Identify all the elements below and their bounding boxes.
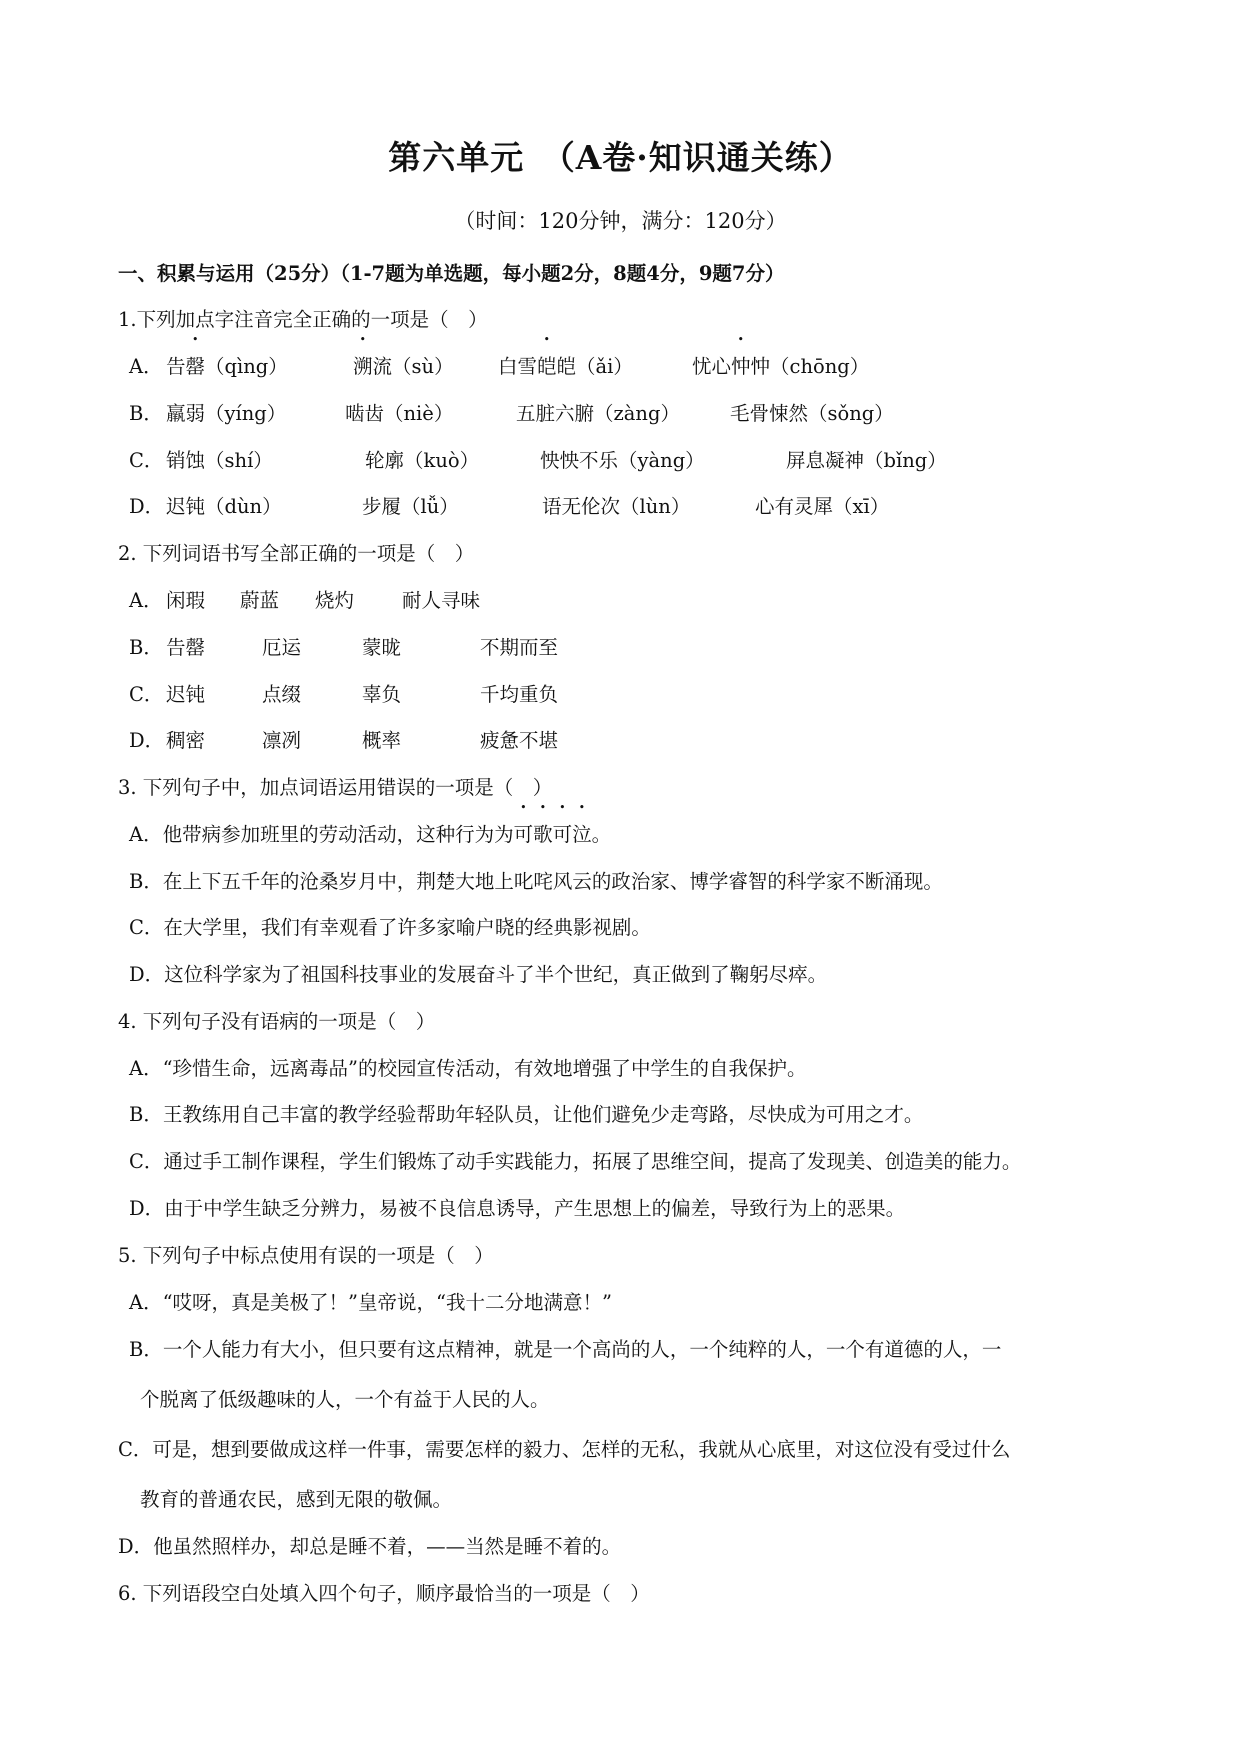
q1-option-c-item: 轮廓（kuò）	[365, 449, 480, 472]
q1-option-d-item: 步履（lǚ）	[362, 495, 459, 518]
q1-option-d-item: 语无伦次（lùn）	[542, 495, 691, 518]
q1-option-b-item: 五脏六腑（zàng）	[516, 402, 680, 425]
q2-option-d-item: 疲惫不堪	[480, 729, 559, 752]
q2-option-b-item: 不期而至	[480, 636, 559, 659]
q1-option-b-item: 毛骨悚然（sǒng）	[730, 402, 894, 425]
q1-option-b-item: 羸弱（yíng）	[166, 402, 287, 425]
question-1-stem: 1.下列加点字注音完全正确的一项是（ ）	[118, 308, 488, 331]
question-2-stem: 2. 下列词语书写全部正确的一项是（ ）	[118, 542, 475, 565]
emphasis-dot-char: 泣	[572, 823, 592, 846]
q2-option-a-item: 蔚蓝	[240, 589, 280, 612]
q4-option-a: A．“珍惜生命，远离毒品”的校园宣传活动，有效地增强了中学生的自我保护。	[129, 1057, 807, 1080]
q1-option-b-item: 啮齿（niè）	[345, 402, 454, 425]
q2-option-d-label: D．	[129, 729, 165, 752]
emphasis-dot-char: 皑	[537, 355, 557, 378]
q2-option-c-item: 点缀	[262, 683, 302, 706]
q1-option-d-label: D．	[129, 495, 165, 518]
q5-option-b-line2: 个脱离了低级趣味的人，一个有益于人民的人。	[140, 1388, 550, 1411]
q5-option-c-line1: C．可是，想到要做成这样一件事，需要怎样的毅力、怎样的无私，我就从心底里，对这位没有受过什么	[118, 1438, 1011, 1461]
q2-option-a-item: 烧灼	[315, 589, 355, 612]
q2-option-d-item: 概率	[362, 729, 402, 752]
q3-option-d: D．这位科学家为了祖国科技事业的发展奋斗了半个世纪，真正做到了鞠躬尽瘁。	[129, 963, 828, 986]
q2-option-c-item: 千均重负	[480, 683, 559, 706]
emphasis-dot-char: 可	[513, 823, 534, 846]
q2-option-a-item: 闲瑕	[166, 589, 206, 612]
emphasis-dot-char: 可	[552, 823, 573, 846]
emphasis-dot-char: 忡	[731, 355, 751, 378]
section-heading: 一、积累与运用（25分）（1-7题为单选题，每小题2分，8题4分，9题7分）	[118, 262, 785, 285]
q2-option-c-item: 迟钝	[166, 683, 206, 706]
question-6-stem: 6. 下列语段空白处填入四个句子，顺序最恰当的一项是（ ）	[118, 1582, 650, 1605]
q4-option-b: B．王教练用自己丰富的教学经验帮助年轻队员，让他们避免少走弯路，尽快成为可用之才。	[129, 1103, 924, 1126]
q4-option-d: D．由于中学生缺乏分辨力，易被不良信息诱导，产生思想上的偏差，导致行为上的恶果。	[129, 1197, 906, 1220]
q1-option-d-item: 心有灵犀（xī）	[755, 495, 890, 518]
q2-option-c-item: 辜负	[362, 683, 402, 706]
question-4-stem: 4. 下列句子没有语病的一项是（ ）	[118, 1010, 436, 1033]
q2-option-d-item: 凛冽	[262, 729, 302, 752]
emphasis-dot-char: 歌	[533, 823, 553, 846]
q1-option-a-label: A．	[129, 355, 163, 378]
question-3-stem: 3. 下列句子中，加点词语运用错误的一项是（ ）	[118, 776, 553, 799]
exam-info: （时间：120分钟，满分：120分）	[454, 209, 787, 233]
q2-option-b-item: 厄运	[262, 636, 302, 659]
q1-option-b-label: B．	[129, 402, 163, 425]
emphasis-dot-char: 溯	[353, 355, 373, 378]
emphasis-dot-char: 罄	[185, 355, 206, 378]
q3-option-a: A．他带病参加班里的劳动活动，这种行为为可歌可泣。	[129, 819, 611, 847]
q2-option-d-item: 稠密	[166, 729, 206, 752]
q5-option-b-line1: B．一个人能力有大小，但只要有这点精神，就是一个高尚的人，一个纯粹的人，一个有道德的人，一	[129, 1338, 1002, 1361]
q4-option-c: C．通过手工制作课程，学生们锻炼了动手实践能力，拓展了思维空间，提高了发现美、创造美的能力。	[129, 1150, 1022, 1173]
q5-option-d: D．他虽然照样办，却总是睡不着，——当然是睡不着的。	[118, 1535, 622, 1558]
q1-option-c-label: C．	[129, 449, 164, 472]
q2-option-b-item: 告罄	[166, 636, 206, 659]
q3-option-c: C．在大学里，我们有幸观看了许多家喻户晓的经典影视剧。	[129, 916, 651, 939]
q2-option-b-label: B．	[129, 636, 163, 659]
q1-option-a-item: 白雪皑皑（ǎi）	[498, 351, 633, 379]
question-5-stem: 5. 下列句子中标点使用有误的一项是（ ）	[118, 1244, 494, 1267]
q2-option-c-label: C．	[129, 683, 164, 706]
q1-option-a-item: 溯流（sù）	[353, 351, 454, 379]
q1-option-c-item: 销蚀（shí）	[166, 449, 273, 472]
q2-option-a-item: 耐人寻味	[402, 589, 481, 612]
q2-option-b-item: 蒙昽	[362, 636, 402, 659]
q2-option-a-label: A．	[129, 589, 163, 612]
page-title: 第六单元 （A卷·知识通关练）	[388, 138, 853, 177]
q5-option-c-line2: 教育的普通农民，感到无限的敬佩。	[140, 1488, 453, 1511]
q1-option-c-item: 怏怏不乐（yàng）	[540, 449, 705, 472]
q1-option-a-item: 告罄（qìng）	[166, 351, 288, 379]
q3-option-b: B．在上下五千年的沧桑岁月中，荆楚大地上叱咤风云的政治家、博学睿智的科学家不断涌现。	[129, 870, 943, 893]
q1-option-a-item: 忧心忡忡（chōng）	[692, 351, 869, 379]
q1-option-d-item: 迟钝（dùn）	[166, 495, 282, 518]
q5-option-a: A．“哎呀，真是美极了！”皇帝说，“我十二分地满意！”	[129, 1291, 612, 1314]
q1-option-c-item: 屏息凝神（bǐng）	[786, 449, 947, 472]
